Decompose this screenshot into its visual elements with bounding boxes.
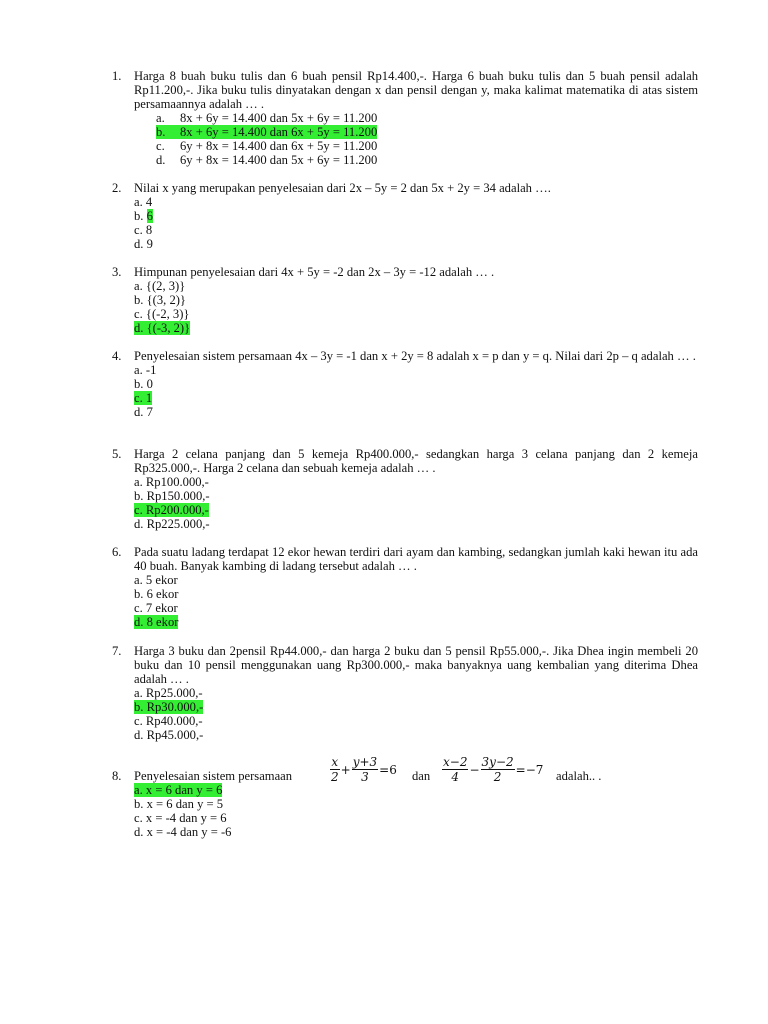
option-list <box>134 279 698 335</box>
question-text-end: adalah.. . <box>556 769 602 783</box>
fraction: $\frac{y+3}{3}$ <box>352 755 378 784</box>
question-number: 7. <box>112 644 122 658</box>
option-a[interactable]: a. x = 6 dan y = 6 <box>134 783 223 797</box>
option-list <box>134 363 698 419</box>
option-c[interactable]: c. Rp200.000,- <box>134 503 209 517</box>
fraction: $\frac{x}{2}$ <box>331 755 339 784</box>
option-b[interactable]: b. x = 6 dan y = 5 <box>134 797 224 811</box>
question-number: 8. <box>112 769 122 783</box>
question-1 <box>112 69 698 167</box>
option-a[interactable]: a. 8x + 6y = 14.400 dan 5x + 6y = 11.200 <box>156 111 378 125</box>
question-text: Harga 8 buah buku tulis dan 6 buah pensil Rp14.400,-. Harga 6 buah buku tulis dan 5 buah pensil adalah Rp11.200,-. Jika buku tulis dinyatakan dengan x dan pensil dengan y, maka kalimat matematika di atas sistem persamaannya adalah … . <box>134 69 698 111</box>
connector-text: dan <box>412 769 431 783</box>
option-a[interactable]: a. -1 <box>134 363 157 377</box>
question-number: 5. <box>112 447 122 461</box>
question-7 <box>112 644 698 742</box>
option-d[interactable]: d. 6y + 8x = 14.400 dan 5x + 6y = 11.200 <box>156 153 378 167</box>
equation-1: $\frac{x}{2}$ + $\frac{y+3}{3}$ =6 <box>331 755 397 784</box>
option-a[interactable]: a. {(2, 3)} <box>134 279 186 293</box>
fraction: $\frac{3y-2}{2}$ <box>481 755 514 784</box>
equation-2: $\frac{x-2}{4}$ − $\frac{3y-2}{2}$ =−7 <box>443 755 544 784</box>
option-c[interactable]: c. {(-2, 3)} <box>134 307 190 321</box>
question-4 <box>112 349 698 419</box>
option-b[interactable]: b. 6 ekor <box>134 587 179 601</box>
option-c[interactable]: c. 6y + 8x = 14.400 dan 6x + 5y = 11.200 <box>156 139 378 153</box>
question-text: Nilai x yang merupakan penyelesaian dari 2x – 5y = 2 dan 5x + 2y = 34 adalah …. <box>134 181 551 195</box>
question-number: 6. <box>112 545 122 559</box>
option-d[interactable]: d. Rp45.000,- <box>134 728 204 742</box>
option-list <box>134 195 698 251</box>
option-d[interactable]: d. Rp225.000,- <box>134 517 210 531</box>
option-d[interactable]: d. x = -4 dan y = -6 <box>134 825 232 839</box>
option-a[interactable]: a. 5 ekor <box>134 573 178 587</box>
option-c[interactable]: c. Rp40.000,- <box>134 714 203 728</box>
question-text: Harga 3 buku dan 2pensil Rp44.000,- dan harga 2 buku dan 5 pensil Rp55.000,-. Jika Dhea ingin membeli 20 buku dan 10 pensil menggunakan uang Rp300.000,- maka banyaknya uang kembalian yang diterima Dhea adalah … . <box>134 644 698 686</box>
option-list <box>134 686 698 742</box>
option-d[interactable]: d. 8 ekor <box>134 615 179 629</box>
option-b[interactable]: b. 8x + 6y = 14.400 dan 6x + 5y = 11.200 <box>156 125 378 139</box>
option-list <box>134 573 698 629</box>
question-8 <box>112 755 698 839</box>
question-number: 4. <box>112 349 122 363</box>
option-list <box>134 783 698 839</box>
question-number: 2. <box>112 181 122 195</box>
question-2 <box>112 181 698 251</box>
option-d[interactable]: d. 9 <box>134 237 153 251</box>
option-list <box>134 111 698 167</box>
question-equation-line <box>112 755 698 783</box>
option-c[interactable]: c. 1 <box>134 391 153 405</box>
fraction: $\frac{x-2}{4}$ <box>443 755 468 784</box>
question-5 <box>112 447 698 531</box>
question-text: Himpunan penyelesaian dari 4x + 5y = -2 dan 2x – 3y = -12 adalah … . <box>134 265 495 279</box>
question-text: Penyelesaian sistem persamaan <box>134 769 293 783</box>
option-a[interactable]: a. Rp100.000,- <box>134 475 209 489</box>
option-list <box>134 475 698 531</box>
question-number: 1. <box>112 69 122 83</box>
option-a[interactable]: a. 4 <box>134 195 153 209</box>
question-text: Harga 2 celana panjang dan 5 kemeja Rp400.000,- sedangkan harga 3 celana panjang dan 2 kemeja Rp325.000,-. Harga 2 celana dan sebuah kemeja adalah … . <box>134 447 698 475</box>
option-b[interactable]: b. Rp150.000,- <box>134 489 210 503</box>
option-b[interactable]: b. 6 <box>134 209 153 223</box>
question-text: Penyelesaian sistem persamaan 4x – 3y = -1 dan x + 2y = 8 adalah x = p dan y = q. Nilai dari 2p – q adalah … . <box>134 349 696 363</box>
question-3 <box>112 265 698 335</box>
option-c[interactable]: c. 8 <box>134 223 153 237</box>
option-b[interactable]: b. Rp30.000,- <box>134 700 204 714</box>
option-d[interactable]: d. 7 <box>134 405 153 419</box>
option-b[interactable]: b. {(3, 2)} <box>134 293 186 307</box>
question-number: 3. <box>112 265 122 279</box>
option-c[interactable]: c. x = -4 dan y = 6 <box>134 811 227 825</box>
option-c[interactable]: c. 7 ekor <box>134 601 178 615</box>
option-b[interactable]: b. 0 <box>134 377 153 391</box>
question-6 <box>112 545 698 629</box>
option-d[interactable]: d. {(-3, 2)} <box>134 321 191 335</box>
question-text: Pada suatu ladang terdapat 12 ekor hewan terdiri dari ayam dan kambing, sedangkan jumlah kaki hewan itu ada 40 buah. Banyak kambing di ladang tersebut adalah … . <box>134 545 698 573</box>
option-a[interactable]: a. Rp25.000,- <box>134 686 203 700</box>
